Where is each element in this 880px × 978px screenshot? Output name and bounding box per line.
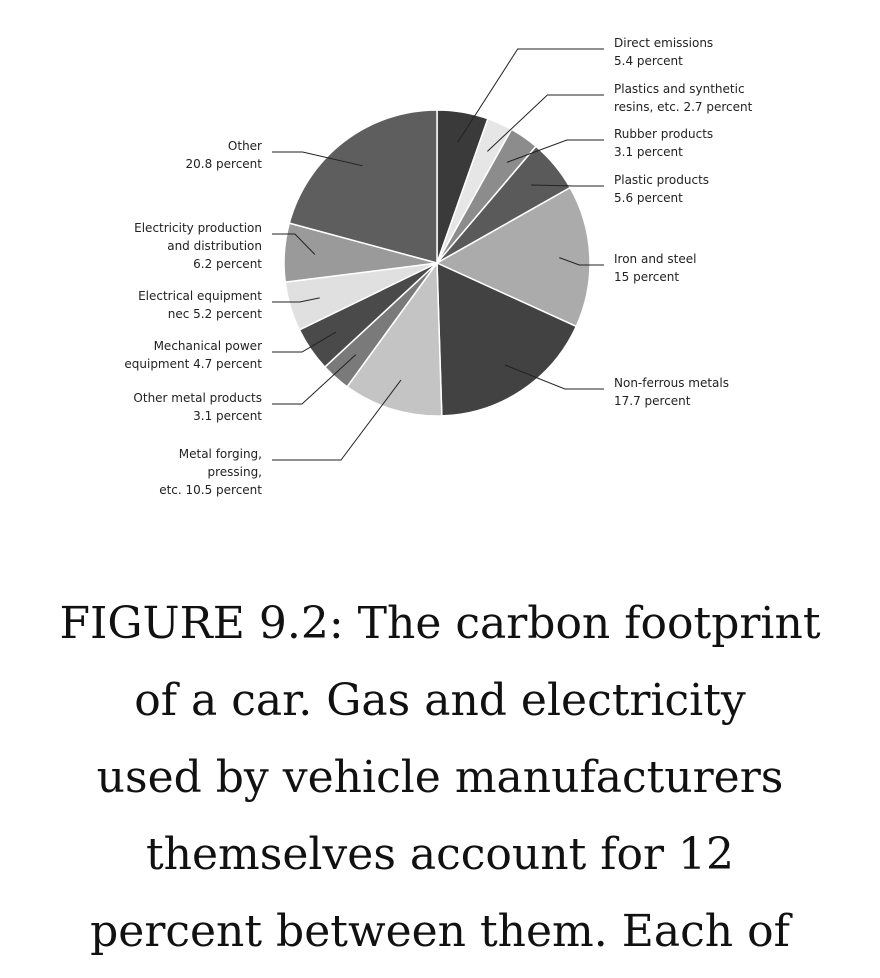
slice-label-line: Mechanical power (153, 339, 262, 353)
slice-label-line: and distribution (167, 239, 262, 253)
slice-label-line: resins, etc. 2.7 percent (614, 100, 753, 114)
slice-label-line: Direct emissions (614, 36, 714, 50)
slice-label-line: Plastics and synthetic (614, 82, 745, 96)
slice-label-line: equipment 4.7 percent (124, 357, 262, 371)
slice-label (124, 339, 262, 371)
slice-label-line: 3.1 percent (614, 145, 683, 159)
caption-line: themselves account for 12 (145, 829, 735, 880)
slice-label (614, 173, 709, 205)
slice-label-line: 20.8 percent (185, 157, 262, 171)
slice-label (614, 36, 713, 68)
caption-line: FIGURE 9.2: The carbon footprint (59, 598, 821, 649)
slice-label-line: Plastic products (614, 173, 710, 187)
slice-label (138, 289, 262, 321)
slice-label (614, 376, 729, 408)
slice-label (614, 252, 696, 284)
slice-label (614, 127, 713, 159)
slice-label (134, 221, 262, 271)
pie-slices (284, 110, 590, 416)
caption-line: used by vehicle manufacturers (96, 752, 784, 803)
slice-label (133, 391, 262, 423)
slice-label-line: 5.4 percent (614, 54, 683, 68)
slice-label-line: pressing, (207, 465, 262, 479)
caption-line: of a car. Gas and electricity (134, 675, 746, 726)
slice-label-line: Electricity production (134, 221, 262, 235)
slice-label (614, 82, 753, 114)
slice-label-line: etc. 10.5 percent (159, 483, 262, 497)
slice-label-line: Metal forging, (178, 447, 262, 461)
slice-label-line: 6.2 percent (193, 257, 262, 271)
figure-caption (0, 585, 880, 970)
slice-label-line: Other (227, 139, 262, 153)
slice-label-line: Non-ferrous metals (614, 376, 729, 390)
slice-label (159, 447, 262, 497)
slice-label-line: Other metal products (133, 391, 262, 405)
slice-label-line: 3.1 percent (193, 409, 262, 423)
caption-line: percent between them. Each of (90, 906, 790, 957)
slice-label-line: Iron and steel (614, 252, 697, 266)
slice-label-line: nec 5.2 percent (167, 307, 262, 321)
slice-label (186, 139, 263, 171)
slice-label-line: Rubber products (614, 127, 714, 141)
slice-label-line: 15 percent (614, 270, 680, 284)
slice-label-line: 17.7 percent (614, 394, 691, 408)
slice-label-line: Electrical equipment (138, 289, 262, 303)
slice-label-line: 5.6 percent (614, 191, 683, 205)
